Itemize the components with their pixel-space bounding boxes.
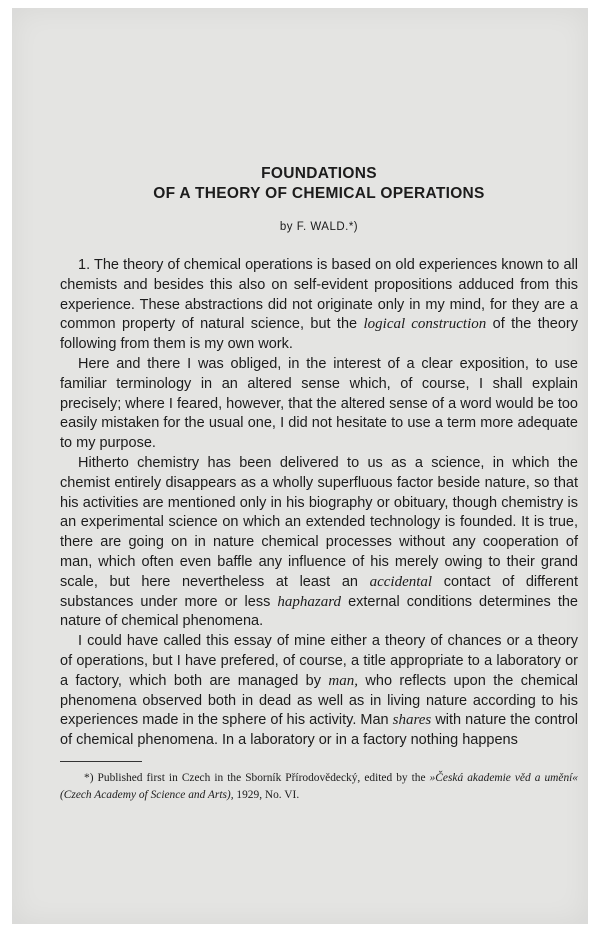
italic-term: logical construction [363, 316, 487, 333]
text-run: Hitherto chemistry has been delivered to us as a science, in which the chemist entirely disappears as a wholly superfluous factor beside nature, so that his activities are mentioned only in his biography or obituary, though chemistry is an experimental science on which an extended technology is founded. It is true, there are going on in nature chemical processes without any cooperation of man, which often even baffle any influence of his merely owing to their grand scale, but here nevertheless at least an [60, 454, 578, 590]
body-text [60, 256, 578, 751]
text-run: 1. The theory of chemical operations is based on old experiences known to all chemists and besides this also on self-evident propositions adduced from this experience. These abstractions did not originate only in my mind, for they are a common property of natural science, but the [60, 257, 578, 333]
text-run: Here and there I was obliged, in the interest of a clear exposition, to use familiar terminology in an altered sense which, of course, I shall explain precisely; where I feared, however, that the altered sense of a word would be too easily mistaken for the usual one, I did not hesitate to use a term more adequate to my purpose. [60, 355, 578, 452]
text-run: who reflects upon the chemical phenomena observed both in dead as well as in living nature according to his experiences made in the sphere of his activity. Man [60, 672, 578, 729]
paragraph [60, 632, 578, 751]
footnote-divider [60, 761, 142, 762]
italic-term: man, [328, 672, 358, 689]
text-run: external conditions determines the nature of chemical phenomena. [60, 593, 578, 630]
footnote [60, 770, 578, 804]
text-run: *) Published first in Czech in the Sborník Přírodovědecký, edited by the [84, 771, 430, 784]
italic-term: haphazard [277, 593, 342, 610]
paragraph [60, 454, 578, 632]
article-title [60, 164, 578, 204]
text-run: contact of different substances under more or less [60, 573, 578, 610]
author-byline: by F. WALD.*) [279, 221, 359, 233]
title-line-2: OF A THEORY OF CHEMICAL OPERATIONS [153, 185, 485, 202]
text-run: 1929, No. VI. [233, 788, 300, 801]
italic-term: »Česká akademie věd a umění« (Czech Academy of Science and Arts), [60, 771, 579, 801]
italic-term: shares [392, 712, 432, 729]
paragraph [60, 256, 578, 355]
title-line-1: FOUNDATIONS [261, 165, 377, 182]
text-run: I could have called this essay of mine either a theory of chances or a theory of operations, but I have prefered, of course, a title appropriate to a laboratory or a factory, which both are managed by [60, 633, 578, 689]
text-run: of the theory following from them is my own work. [60, 316, 578, 353]
page [12, 8, 588, 924]
paragraph [60, 355, 578, 454]
italic-term: accidental [369, 573, 433, 590]
article [60, 164, 578, 804]
text-run: with nature the control of chemical phenomena. In a laboratory or in a factory nothing happens [60, 712, 578, 749]
